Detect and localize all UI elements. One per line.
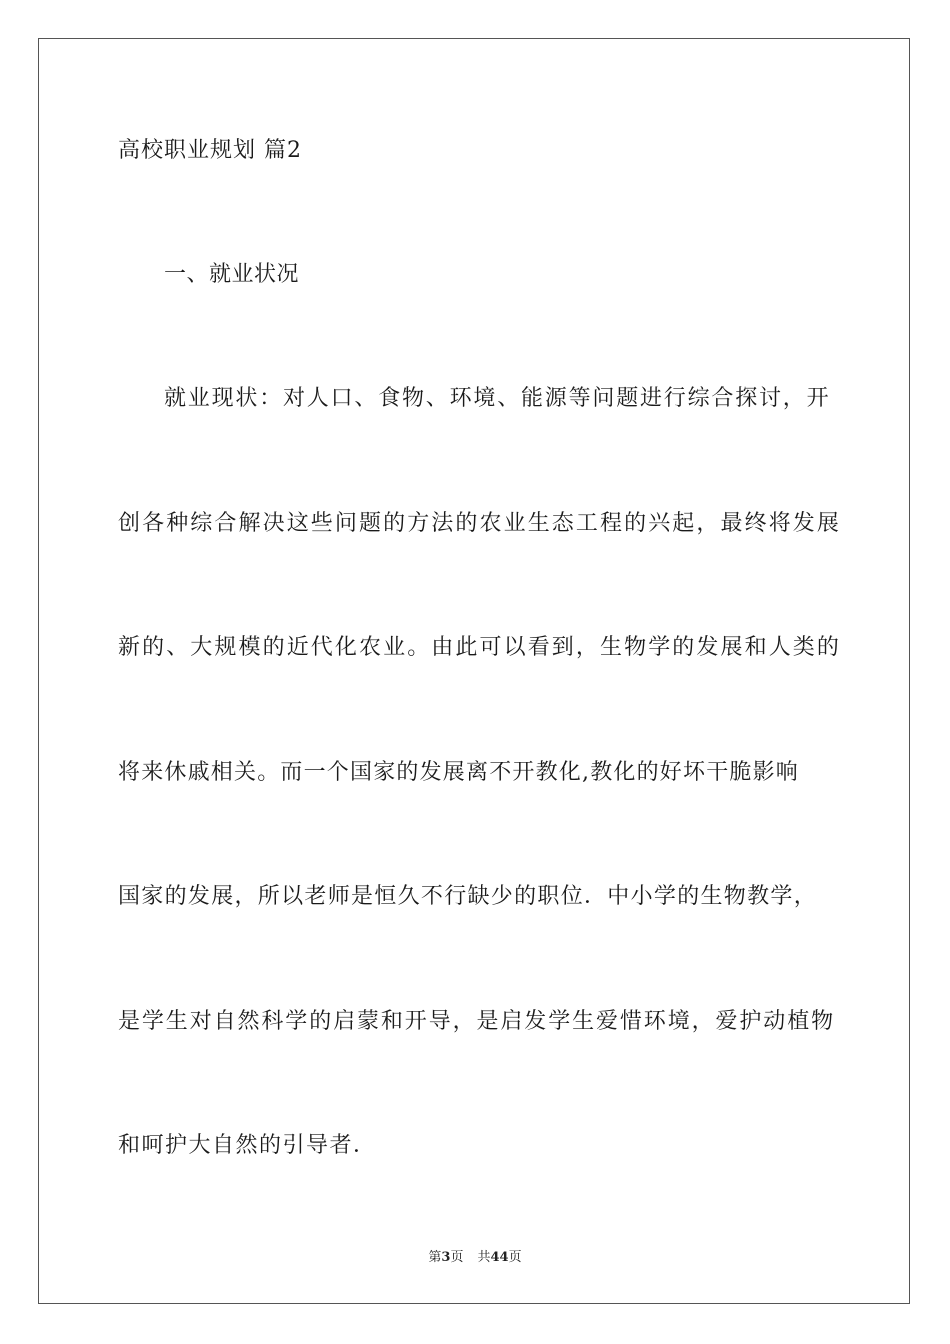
page-suffix: 页 xyxy=(450,1250,464,1265)
paragraph-line: 是学生对自然科学的启蒙和开导，是启发学生爱惜环境，爱护动植物 xyxy=(118,1009,836,1034)
paragraph-line: 将来休戚相关。而一个国家的发展离不开教化,教化的好坏干脆影响 xyxy=(118,760,799,785)
paragraph-line: 新的、大规模的近代化农业。由此可以看到，生物学的发展和人类的 xyxy=(118,635,842,660)
page-number: 3 xyxy=(441,1250,451,1265)
page-border xyxy=(38,38,910,1304)
section-heading: 一、就业状况 xyxy=(164,262,300,287)
total-prefix: 共 xyxy=(477,1250,491,1265)
total-suffix: 页 xyxy=(508,1250,522,1265)
paragraph-line: 和呵护大自然的引导者． xyxy=(118,1133,377,1158)
paragraph-line: 就业现状：对人口、食物、环境、能源等问题进行综合探讨，开 xyxy=(164,386,831,411)
paragraph-line: 国家的发展，所以老师是恒久不行缺少的职位．中小学的生物教学， xyxy=(118,884,818,909)
page-prefix: 第 xyxy=(428,1250,442,1265)
paragraph-line: 创各种综合解决这些问题的方法的农业生态工程的兴起，最终将发展 xyxy=(118,511,842,536)
total-pages: 44 xyxy=(490,1250,509,1265)
page-footer xyxy=(0,1250,950,1266)
document-title: 高校职业规划 篇2 xyxy=(118,138,302,163)
